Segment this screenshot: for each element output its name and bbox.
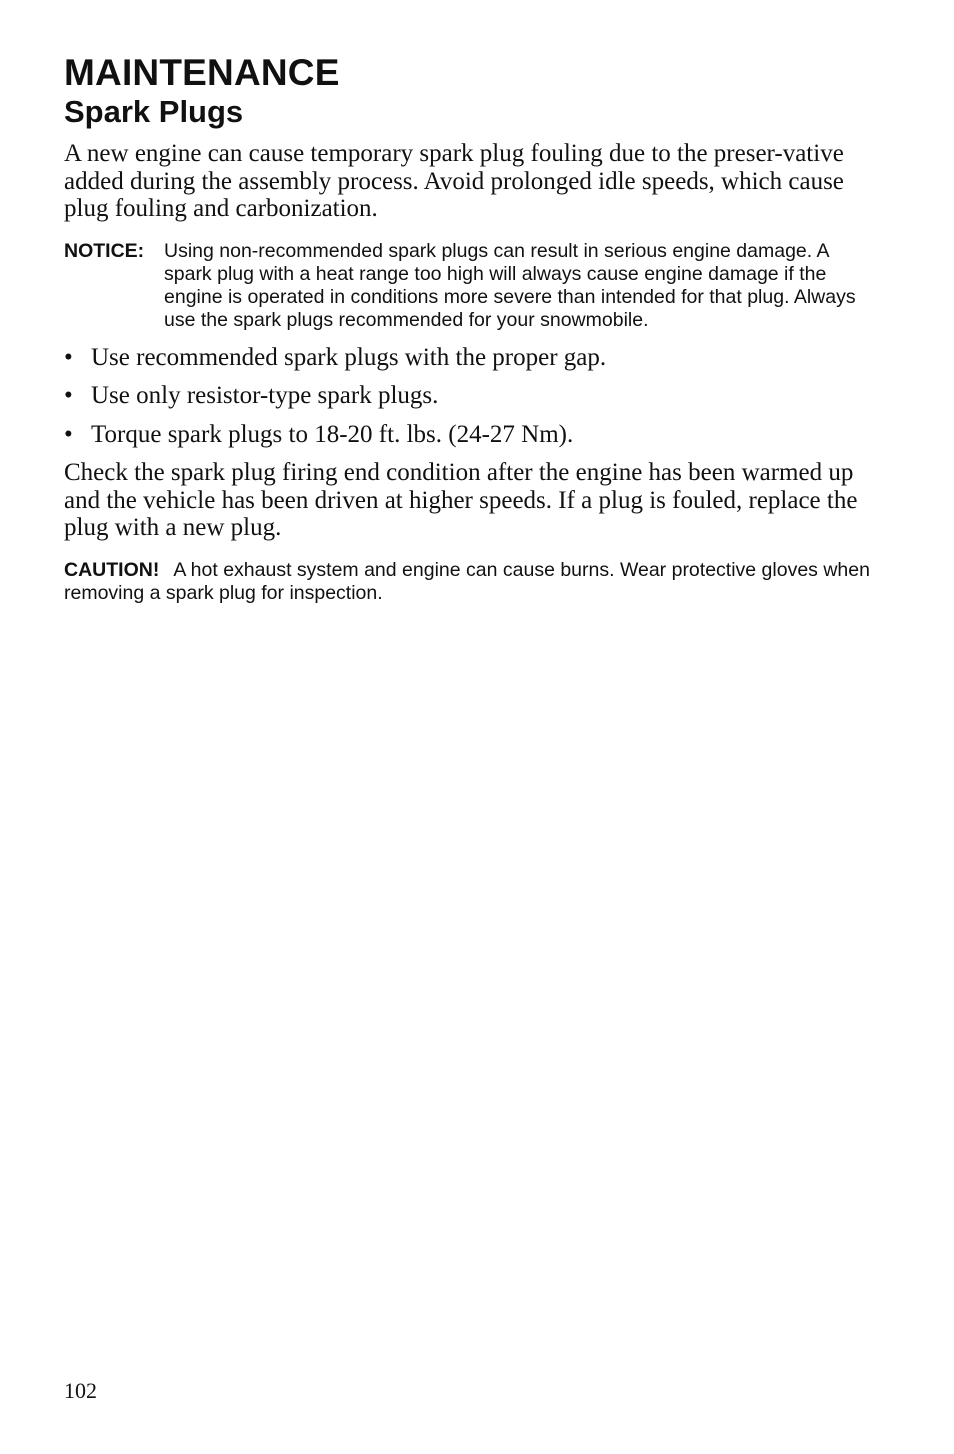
list-item-text: Use only resistor-type spark plugs. <box>91 382 439 409</box>
caution-label: CAUTION! <box>64 558 160 581</box>
page-content <box>64 52 874 605</box>
list-item-text: Use recommended spark plugs with the proper gap. <box>91 343 607 371</box>
bullet-list <box>64 344 874 449</box>
check-paragraph: Check the spark plug firing end condition after the engine has been warmed up and the vehicle has been driven at higher speeds. If a plug is fouled, replace the plug with a new plug. <box>64 459 858 541</box>
notice-text: Using non-recommended spark plugs can result in serious engine damage. A spark plug with a heat range too high will always cause engine damage if the engine is operated in conditions more severe than intended for that plug. Always use the spark plugs recommended for your snowmobile. <box>164 239 856 331</box>
notice-block <box>64 240 874 332</box>
list-item <box>64 344 874 372</box>
section-title: MAINTENANCE <box>64 52 340 93</box>
list-item <box>64 382 874 410</box>
notice-label: NOTICE: <box>64 239 145 262</box>
list-item <box>64 421 874 449</box>
page-number: 102 <box>64 1378 97 1403</box>
bullet-mark: • <box>64 420 73 448</box>
list-item-text: Torque spark plugs to 18-20 ft. lbs. (24-27 Nm). <box>91 420 574 448</box>
intro-paragraph: A new engine can cause temporary spark plug fouling due to the preser-vative added during the assembly process. Avoid prolonged idle speeds, which cause plug fouling and carbonization. <box>64 140 844 222</box>
bullet-mark: • <box>64 382 73 409</box>
caution-text: A hot exhaust system and engine can cause burns. Wear protective gloves when removing a spark plug for inspection. <box>64 558 870 604</box>
caution-block <box>64 559 874 605</box>
subsection-title: Spark Plugs <box>64 94 244 129</box>
bullet-mark: • <box>64 343 73 371</box>
